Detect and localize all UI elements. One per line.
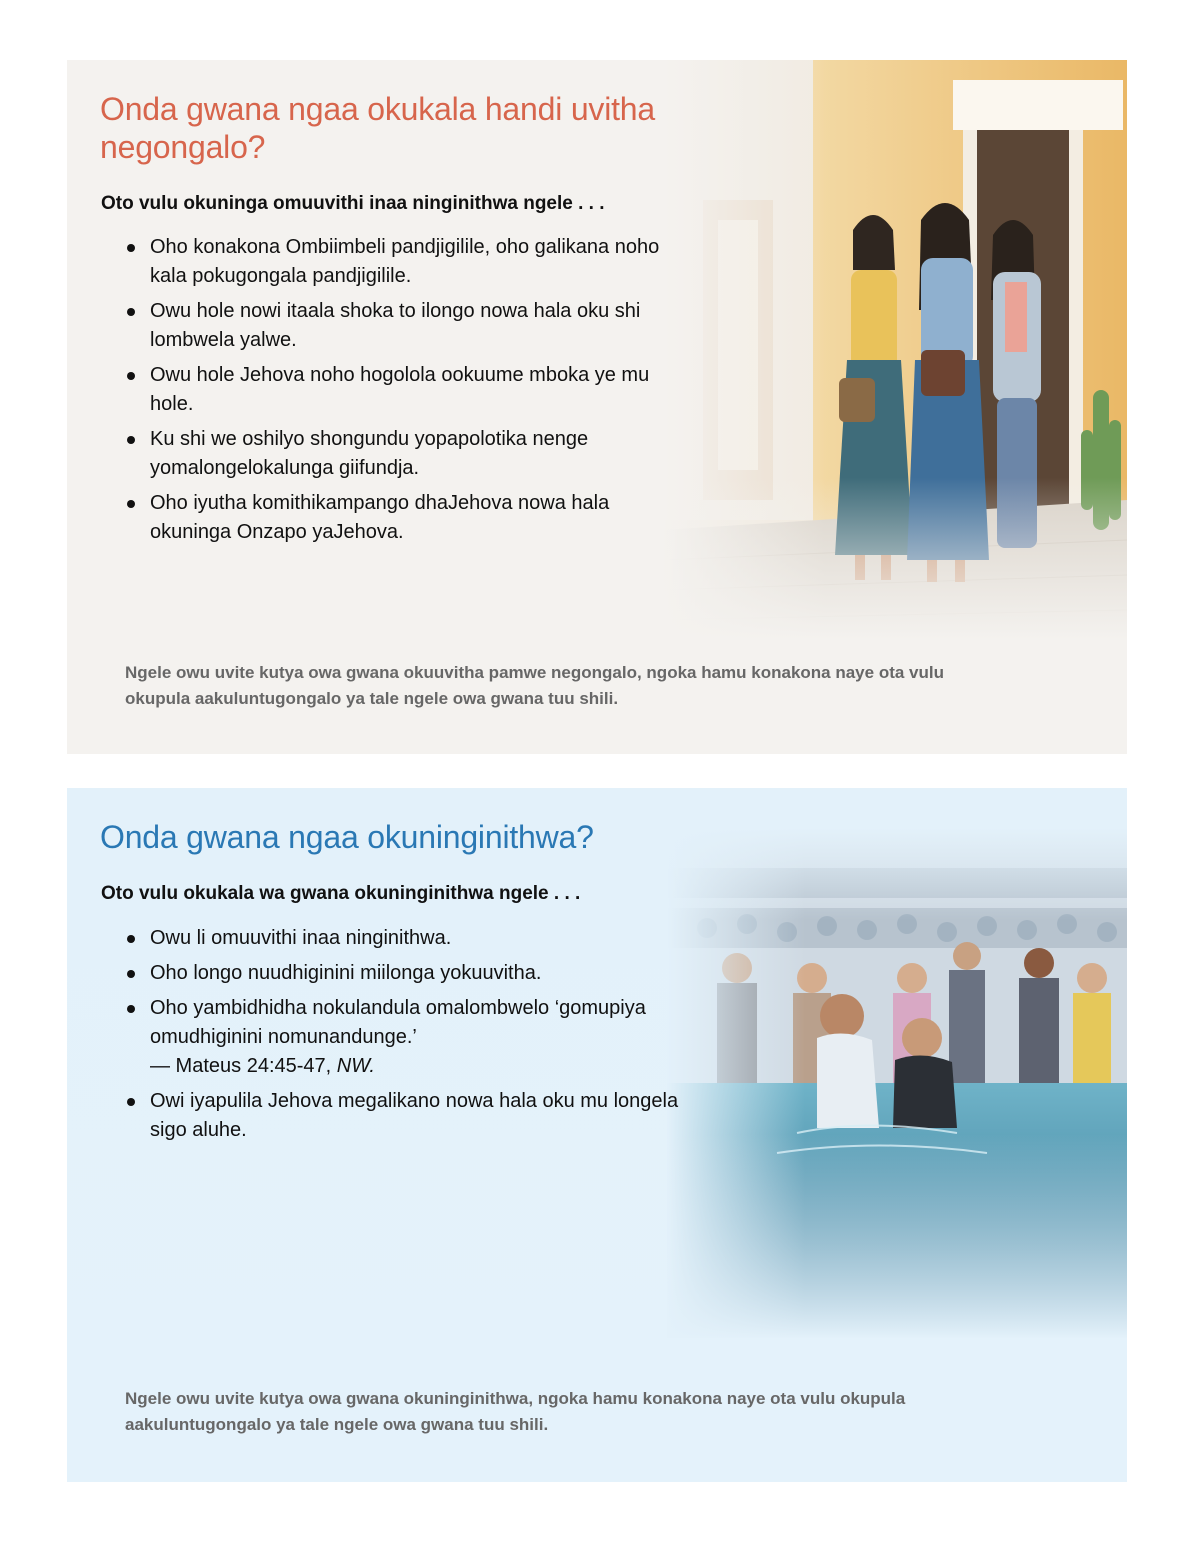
list-item: Owu hole nowi itaala shoka to ilongo nowa hala oku shi lombwela yalwe. — [125, 297, 685, 355]
baptism-card — [67, 788, 1127, 1482]
list-item: Owu hole Jehova noho hogolola ookuume mboka ye mu hole. — [125, 361, 685, 419]
section-title: Onda gwana ngaa okuninginithwa? — [100, 819, 594, 855]
scripture-reference: — Mateus 24:45-47, — [150, 1055, 332, 1077]
list-item: Oho longo nuudhiginini miilonga yokuuvitha. — [125, 959, 685, 988]
section-lead: Oto vulu okukala wa gwana okuninginithwa ngele . . . — [101, 883, 581, 904]
section-note: Ngele owu uvite kutya owa gwana okuninginithwa, ngoka hamu konakona naye ota vulu okupula aakuluntugongalo ya tale ngele owa gwana tuu shili. — [125, 1389, 906, 1434]
list-item — [125, 994, 685, 1081]
list-item: Oho iyutha komithikampango dhaJehova nowa hala okuninga Onzapo yaJehova. — [125, 489, 685, 547]
section-note: Ngele owu uvite kutya owa gwana okuuvitha pamwe negongalo, ngoka hamu konakona naye ota vulu okupula aakuluntugongalo ya tale ngele owa gwana tuu shili. — [125, 663, 944, 708]
section-lead: Oto vulu okuninga omuuvithi inaa ninginithwa ngele . . . — [101, 193, 605, 214]
ministry-card — [67, 60, 1127, 754]
translation-abbreviation: NW. — [336, 1055, 375, 1077]
requirements-list — [125, 233, 685, 553]
list-item: Ku shi we oshilyo shongundu yopapolotika nenge yomalongelokalunga giifundja. — [125, 425, 685, 483]
list-item: Owu li omuuvithi inaa ninginithwa. — [125, 924, 685, 953]
baptism-illustration — [667, 828, 1127, 1338]
ministry-illustration — [663, 60, 1127, 640]
list-item-text: Oho yambidhidha nokulandula omalombwelo ‘gomupiya omudhiginini nomunandunge.’ — [150, 997, 646, 1048]
list-item: Owi iyapulila Jehova megalikano nowa hala oku mu longela sigo aluhe. — [125, 1087, 685, 1145]
section-title: Onda gwana ngaa okukala handi uvitha negongalo? — [100, 91, 656, 165]
list-item: Oho konakona Ombiimbeli pandjigilile, oho galikana noho kala pokugongala pandjigilile. — [125, 233, 685, 291]
requirements-list — [125, 924, 685, 1151]
